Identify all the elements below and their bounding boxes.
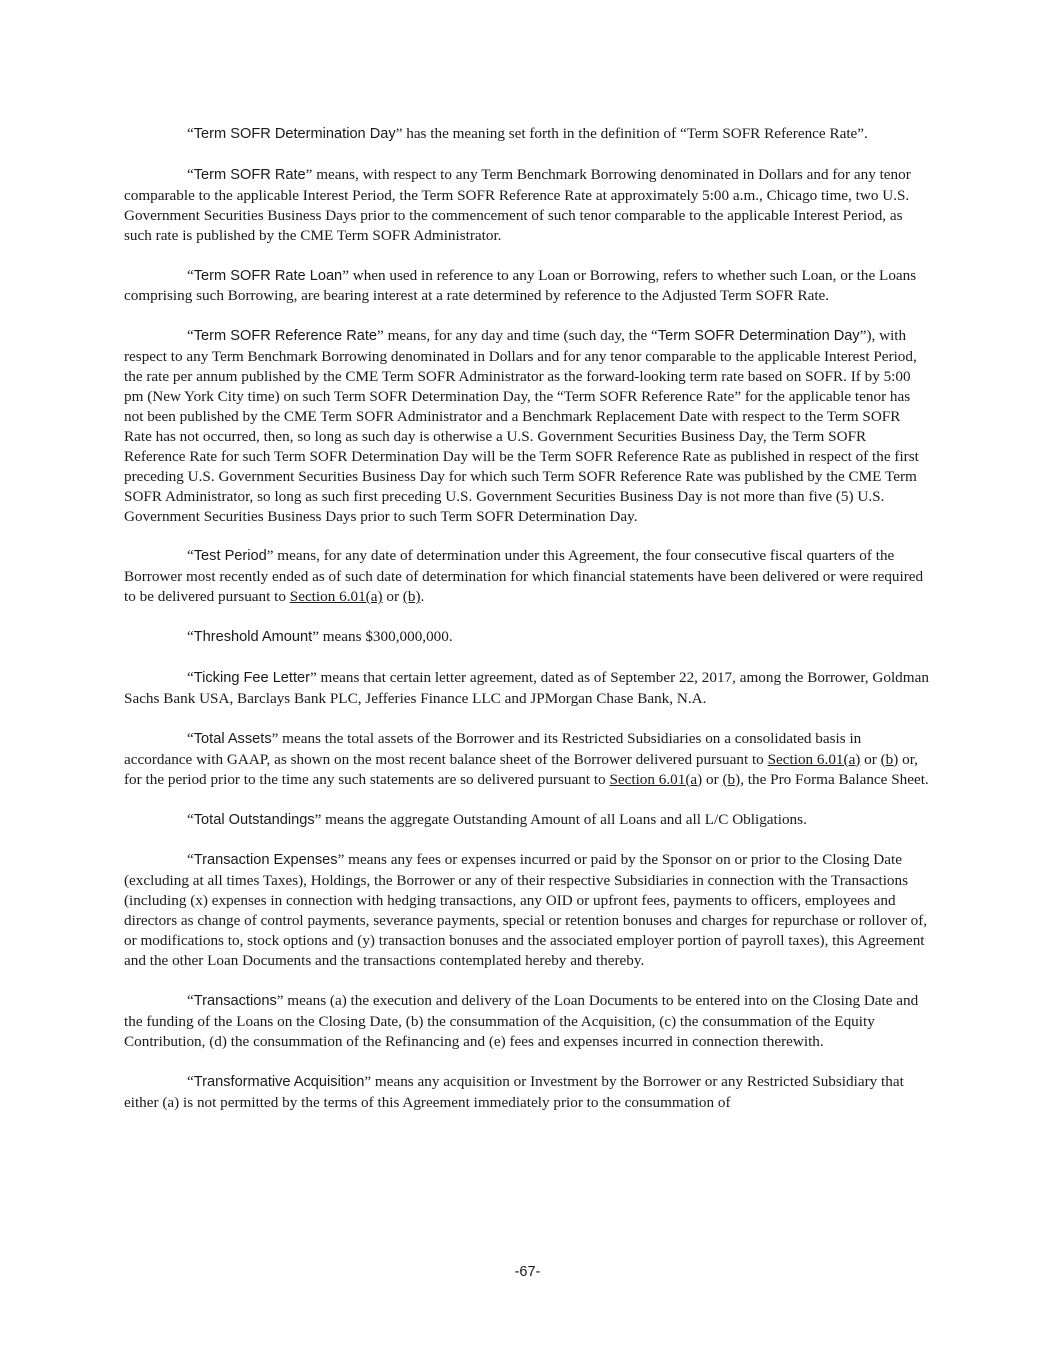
text: “ (187, 125, 194, 142)
text: “ (187, 810, 194, 828)
section-reference: Section 6.01(a) (289, 588, 383, 606)
defined-term: Total Outstandings (193, 811, 315, 828)
definition-term-sofr-rate-loan (124, 266, 930, 307)
text: ” means (a) the execution and delivery of the Loan Documents to be entered into on the Closing Date and the funding of the Loans on the Closing Date, (b) the consummation of the Acquisition, (c) the consummation of the Equity Contribution, (d) the consummation of the Refinancing and (e) fees and expenses incurred in connection therewith. (124, 991, 919, 1050)
text: “ (187, 1072, 194, 1090)
definition-term-sofr-rate (124, 165, 930, 246)
text: ” when used in reference to any Loan or Borrowing, refers to whether such Loan, or the Loans comprising such Borrowing, are bearing interest at a rate determined by reference to the Adjusted Term SOFR Rate. (124, 266, 917, 305)
text: . (420, 588, 425, 606)
text: “ (187, 851, 194, 869)
defined-term: Ticking Fee Letter (193, 670, 311, 687)
text: ” means $300,000,000. (312, 628, 453, 646)
defined-term: Term SOFR Determination Day (657, 328, 860, 345)
definition-total-outstandings (124, 810, 930, 831)
section-reference: Section 6.01(a) (609, 770, 703, 788)
text: “ (187, 327, 194, 345)
section-reference: (b) (402, 588, 421, 606)
text: or (382, 588, 403, 606)
definition-threshold-amount (124, 627, 930, 648)
definition-term-sofr-determination-day (124, 124, 930, 145)
text: “ (187, 628, 194, 646)
definition-transformative-acquisition (124, 1072, 930, 1113)
text: ” means any acquisition or Investment by the Borrower or any Restricted Subsidiary that either (a) is not permitted by the terms of this Agreement immediately prior to the consummation of (124, 1072, 904, 1111)
definition-term-sofr-reference-rate (124, 326, 930, 526)
text: “ (187, 669, 194, 687)
text: “ (187, 729, 194, 747)
section-reference: (b) (722, 770, 741, 788)
defined-term: Transaction Expenses (193, 852, 338, 869)
text: ” means, for any date of determination under this Agreement, the four consecutive fiscal quarters of the Borrower most recently ended as of such date of determination for which financial statements have been delivered or were required to be delivered pursuant to (124, 547, 924, 606)
text: “ (187, 165, 194, 183)
definition-transaction-expenses (124, 850, 930, 970)
text: , the Pro Forma Balance Sheet. (740, 770, 929, 788)
text: or (702, 770, 723, 788)
section-reference: (b) (880, 750, 899, 768)
text: or (860, 750, 881, 768)
text: “ (187, 266, 194, 284)
text: ” means, for any day and time (such day, the “ (377, 327, 658, 345)
defined-term: Term SOFR Rate Loan (193, 267, 343, 284)
document-body (124, 124, 930, 1112)
defined-term: Transformative Acquisition (193, 1073, 365, 1090)
text: “ (187, 991, 194, 1009)
text: ” means the aggregate Outstanding Amount of all Loans and all L/C Obligations. (314, 810, 807, 828)
text: or, for the period prior to the time any such statements are so delivered pursuant to (124, 750, 918, 788)
text: ” means any fees or expenses incurred or paid by the Sponsor on or prior to the Closing Date (excluding at all times Taxes), Holdings, the Borrower or any of their respective Subsidiaries in connection with the Transactions (including (x) expenses in connection with hedging transactions, any OID or upfront fees, payments to officers, employees and directors as change of control payments, severance payments, special or retention bonuses and charges for repurchase or rollover of, or modifications to, stock options and (y) transaction bonuses and the associated employer portion of payroll taxes), this Agreement and the other Loan Documents and the transactions contemplated hereby and thereby. (124, 851, 928, 969)
definition-ticking-fee-letter (124, 668, 930, 709)
defined-term: Term SOFR Rate (193, 166, 306, 183)
text: “ (187, 547, 194, 565)
text: ” means that certain letter agreement, dated as of September 22, 2017, among the Borrower, Goldman Sachs Bank USA, Barclays Bank PLC, Jefferies Finance LLC and JPMorgan Chase Bank, N.A. (124, 669, 929, 707)
definition-transactions (124, 991, 930, 1052)
text: ” has the meaning set forth in the definition of “Term SOFR Reference Rate”. (395, 125, 868, 142)
text: ”), with respect to any Term Benchmark Borrowing denominated in Dollars and for any tenor comparable to the applicable Interest Period, the rate per annum published by the CME Term SOFR Administrator as the forward-looking term rate based on SOFR. If by 5:00 pm (New York City time) on such Term SOFR Determination Day, the “Term SOFR Reference Rate” for the applicable tenor has not been published by the CME Term SOFR Administrator and a Benchmark Replacement Date with respect to the Term SOFR Rate has not occurred, then, so long as such day is otherwise a U.S. Government Securities Business Day, the Term SOFR Reference Rate for such Term SOFR Determination Day will be the Term SOFR Reference Rate as published in respect of the first preceding U.S. Government Securities Business Day for which such Term SOFR Reference Rate was published by the CME Term SOFR Administrator, so long as such first preceding U.S. Government Securities Business Day is not more than five (5) U.S. Government Securities Business Days prior to such Term SOFR Determination Day. (124, 327, 919, 525)
page-number: -67- (514, 1264, 541, 1280)
definition-test-period (124, 546, 930, 607)
defined-term: Test Period (193, 548, 267, 565)
defined-term: Term SOFR Reference Rate (193, 328, 378, 345)
section-reference: Section 6.01(a) (767, 750, 861, 768)
defined-term: Threshold Amount (193, 629, 313, 646)
defined-term: Transactions (193, 992, 277, 1009)
definition-total-assets (124, 729, 930, 790)
defined-term: Total Assets (193, 730, 272, 747)
text: ” means, with respect to any Term Benchmark Borrowing denominated in Dollars and for any tenor comparable to the applicable Interest Period, the Term SOFR Reference Rate at approximately 5:00 a.m., Chicago time, two U.S. Government Securities Business Days prior to the commencement of such tenor comparable to the applicable Interest Period, as such rate is published by the CME Term SOFR Administrator. (124, 165, 911, 244)
defined-term: Term SOFR Determination Day (193, 126, 396, 142)
text: ” means the total assets of the Borrower and its Restricted Subsidiaries on a consolidated basis in accordance with GAAP, as shown on the most recent balance sheet of the Borrower delivered pursuant to (124, 729, 862, 768)
